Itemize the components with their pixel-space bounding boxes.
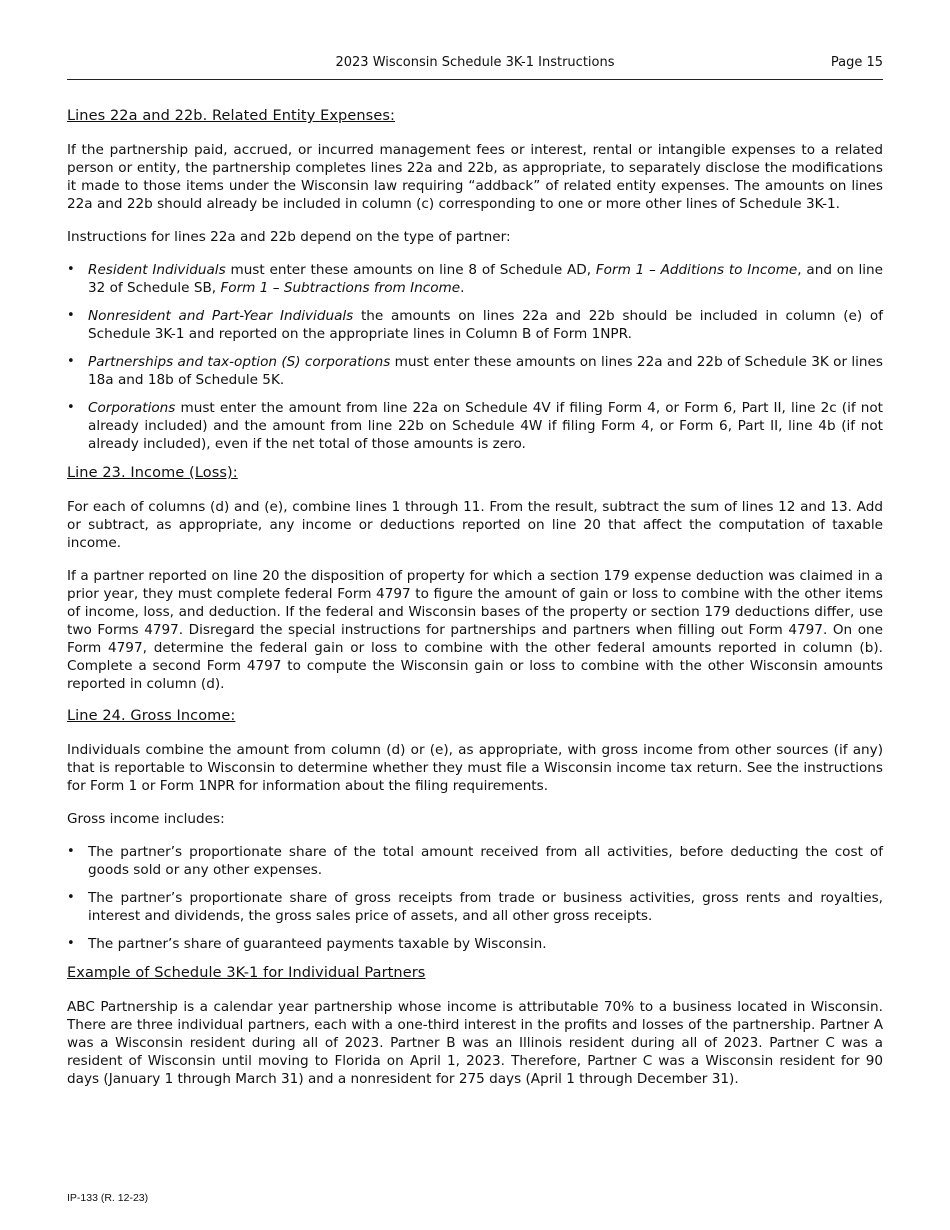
page-content	[67, 100, 883, 1103]
paragraph: Individuals combine the amount from column (d) or (e), as appropriate, with gross income from other sources (if any) that is reportable to Wisconsin to determine whether they must file a Wisconsin income tax return. See the instructions for Form 1 or Form 1NPR for information about the filing requirements.	[67, 742, 883, 794]
list-item-text: must enter the amount from line 22a on Schedule 4V if filing Form 4, or Form 6, Part II, line 2c (if not already included) and the amount from line 22b on Schedule 4W if filing Form 4, or Form 6, Part II, line 4b (if not already included), even if the net total of those amounts is zero.	[88, 400, 883, 452]
partner-type-list	[67, 261, 883, 453]
list-item-lead: Corporations	[88, 400, 176, 416]
section-heading-gross-income: Line 24. Gross Income:	[67, 708, 236, 724]
paragraph: Gross income includes:	[67, 811, 225, 827]
list-item-lead: Nonresident and Part-Year Individuals	[88, 308, 354, 324]
paragraph: Instructions for lines 22a and 22b depend on the type of partner:	[67, 229, 511, 245]
paragraph: If the partnership paid, accrued, or incurred management fees or interest, rental or intangible expenses to a related person or entity, the partnership completes lines 22a and 22b, as appropriate, to separately disclose the modifications it made to those items under the Wisconsin law requiring “addback” of related entity expenses. The amounts on lines 22a and 22b should already be included in column (c) corresponding to one or more other lines of Schedule 3K-1.	[67, 142, 883, 212]
list-item-text: must enter these amounts on lines 22a and 22b of Schedule 3K or lines 18a and 18b of Schedule 5K.	[88, 354, 883, 388]
list-item-lead: Resident Individuals	[88, 262, 226, 278]
paragraph: If a partner reported on line 20 the disposition of property for which a section 179 expense deduction was claimed in a prior year, they must complete federal Form 4797 to figure the amount of gain or loss to combine with the other items of income, loss, and deduction. If the federal and Wisconsin bases of the property or section 179 deductions differ, use two Forms 4797. Disregard the special instructions for partnerships and partners when filling out Form 4797. On one Form 4797, determine the federal gain or loss to combine with the other federal amounts reported in column (b). Complete a second Form 4797 to compute the Wisconsin gain or loss to combine with the other Wisconsin amounts reported in column (d).	[67, 568, 883, 692]
form-title-ref: Form 1 – Additions to Income	[595, 262, 798, 278]
gross-income-list	[67, 843, 883, 953]
section-heading-example: Example of Schedule 3K-1 for Individual Partners	[67, 965, 426, 981]
list-item: • The partner’s proportionate share of the total amount received from all activities, before deducting the cost of goods sold or any other expenses.	[67, 843, 883, 879]
section-heading-income-loss: Line 23. Income (Loss):	[67, 465, 238, 481]
list-item-text: .	[460, 280, 465, 296]
list-item-text: must enter these amounts on line 8 of Schedule AD,	[225, 262, 596, 278]
list-item-text: the amounts on lines 22a and 22b should be included in column (e) of Schedule 3K-1 and reported on the appropriate lines in Column B of Form 1NPR.	[88, 308, 883, 342]
list-item	[67, 353, 883, 389]
list-item	[67, 261, 883, 297]
page-number: Page 15	[830, 55, 883, 70]
header-title: 2023 Wisconsin Schedule 3K-1 Instructions	[335, 55, 615, 70]
list-item	[67, 307, 883, 343]
list-item: • The partner’s proportionate share of gross receipts from trade or business activities, gross rents and royalties, interest and dividends, the gross sales price of assets, and all other gross receipts.	[67, 889, 883, 925]
list-item-text: , and on line 32 of Schedule SB,	[88, 262, 883, 296]
list-item-lead: Partnerships and tax-option (S) corporations	[88, 354, 391, 370]
form-id-footer: IP-133 (R. 12-23)	[67, 1192, 149, 1204]
form-title-ref: Form 1 – Subtractions from Income	[220, 280, 461, 296]
section-heading-related-entity: Lines 22a and 22b. Related Entity Expenses:	[67, 108, 395, 124]
page-header	[67, 55, 883, 80]
paragraph: For each of columns (d) and (e), combine lines 1 through 11. From the result, subtract the sum of lines 12 and 13. Add or subtract, as appropriate, any income or deductions reported on line 20 that affect the computation of taxable income.	[67, 499, 883, 551]
list-item	[67, 399, 883, 453]
paragraph: ABC Partnership is a calendar year partnership whose income is attributable 70% to a business located in Wisconsin. There are three individual partners, each with a one-third interest in the profits and losses of the partnership. Partner A was a Wisconsin resident during all of 2023. Partner B was an Illinois resident during all of 2023. Partner C was a resident of Wisconsin until moving to Florida on April 1, 2023. Therefore, Partner C was a Wisconsin resident for 90 days (January 1 through March 31) and a nonresident for 275 days (April 1 through December 31).	[67, 999, 883, 1087]
list-item: • The partner’s share of guaranteed payments taxable by Wisconsin.	[67, 935, 883, 953]
